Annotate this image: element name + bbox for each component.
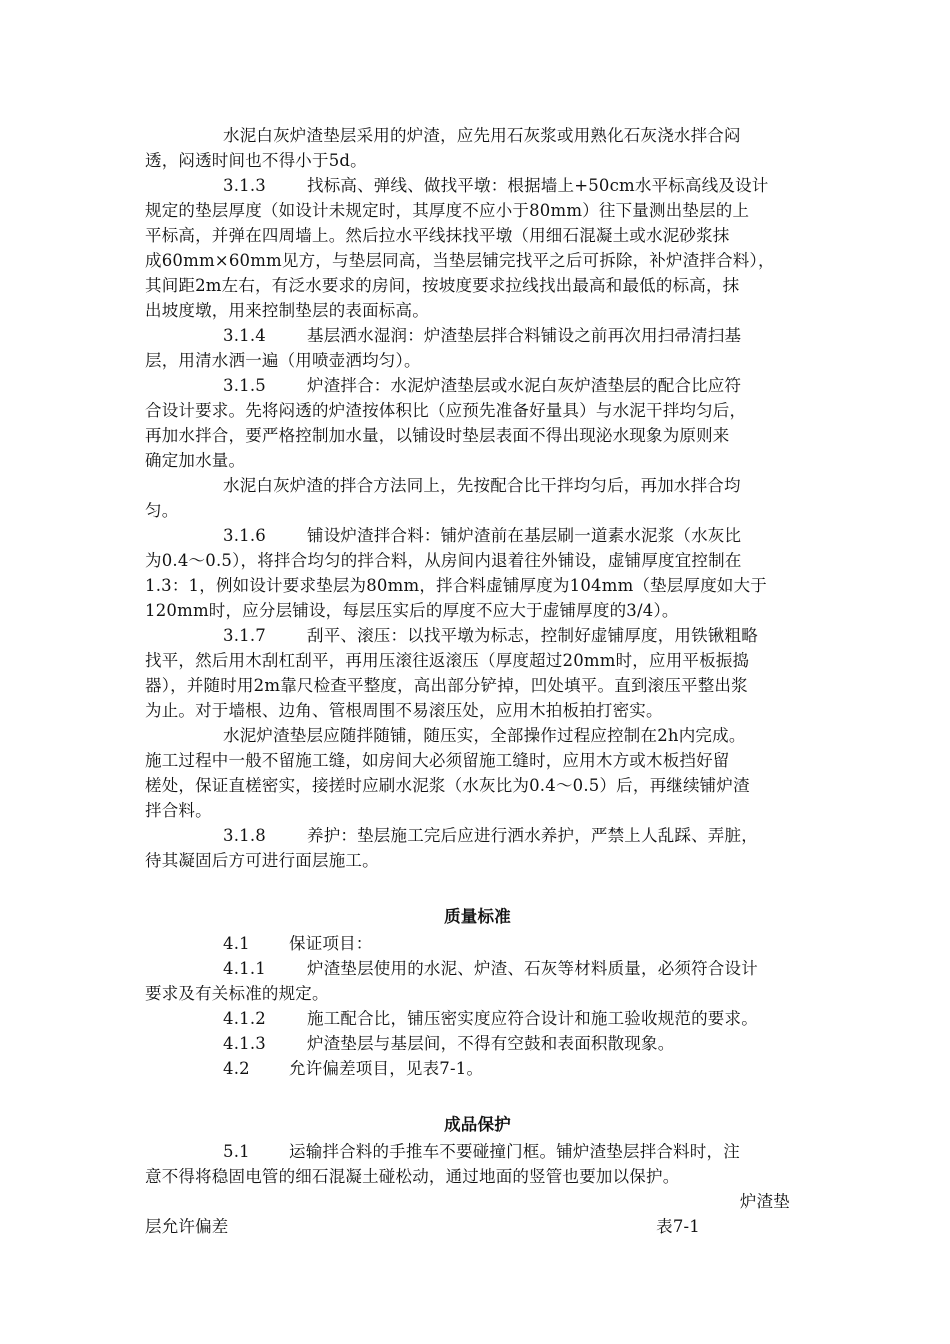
clause-4-1-3 [145,1031,810,1056]
paragraph-line: 炉渣拌合：水泥炉渣垫层或水泥白灰炉渣垫层的配合比应符 [307,376,742,395]
paragraph-line: 找平，然后用木刮杠刮平，再用压滚往返滚压（厚度超过20mm时，应用平板振捣 [145,651,750,670]
clause-4-1-1 [145,956,810,981]
table-number: 表7-1 [656,1217,700,1236]
clause-number: 3.1.8 [223,826,266,845]
paragraph-line: 成60mm×60mm见方，与垫层同高，当垫层铺完找平之后可拆除，补炉渣拌合料）， [145,251,775,270]
clause-5-1 [145,1139,810,1164]
paragraph-line: 待其凝固后方可进行面层施工。 [145,851,379,870]
paragraph-line: 刮平、滚压：以找平墩为标志，控制好虚铺厚度，用铁锹粗略 [307,626,758,645]
paragraph-line: 找标高、弹线、做找平墩：根据墙上+50cm水平标高线及设计 [307,176,769,195]
paragraph-line: 规定的垫层厚度（如设计未规定时，其厚度不应小于80mm）往下量测出垫层的上 [145,201,750,220]
paragraph-line: 炉渣垫层使用的水泥、炉渣、石灰等材料质量，必须符合设计 [307,959,758,978]
paragraph-line: 水泥白灰炉渣垫层采用的炉渣，应先用石灰浆或用熟化石灰浇水拌合闷 [223,126,741,145]
spacer [145,873,810,903]
paragraph-line: 平标高，并弹在四周墙上。然后拉水平线抹找平墩（用细石混凝土或水泥砂浆抹 [145,226,730,245]
paragraph-line: 要求及有关标准的规定。 [145,984,329,1003]
clause-3-1-8 [145,823,810,848]
table-caption-part1: 炉渣垫 [739,1192,790,1211]
paragraph-line: 匀。 [145,501,179,520]
clause-number: 4.1.3 [223,1034,266,1053]
clause-3-1-7 [145,623,810,648]
paragraph-line: 水泥炉渣垫层应随拌随铺，随压实，全部操作过程应控制在2h内完成。 [223,726,746,745]
table-caption-row [145,1214,810,1239]
clause-3-1-5 [145,373,810,398]
clause-number: 4.1.2 [223,1009,266,1028]
paragraph-line: 再加水拌合，要严格控制加水量，以铺设时垫层表面不得出现泌水现象为原则来 [145,426,730,445]
clause-number: 3.1.5 [223,376,266,395]
paragraph-line: 铺设炉渣拌合料：铺炉渣前在基层刷一道素水泥浆（水灰比 [307,526,742,545]
paragraph-line: 层，用清水洒一遍（用喷壶洒均匀）。 [145,351,421,370]
clause-number: 3.1.6 [223,526,266,545]
paragraph-line: 器），并随时用2m靠尺检查平整度，高出部分铲掉，凹处填平。直到滚压平整出浆 [145,676,748,695]
paragraph-line: 保证项目： [289,934,373,953]
paragraph-line: 意不得将稳固电管的细石混凝土碰松动，通过地面的竖管也要加以保护。 [145,1167,680,1186]
clause-number: 4.2 [223,1059,250,1078]
paragraph-line: 施工过程中一般不留施工缝，如房间大必须留施工缝时，应用木方或木板挡好留 [145,751,730,770]
paragraph-line: 养护：垫层施工完后应进行洒水养护，严禁上人乱踩、弄脏， [307,826,758,845]
paragraph-line: 1.3：1，例如设计要求垫层为80mm，拌合料虚铺厚度为104mm（垫层厚度如大于 [145,576,768,595]
paragraph-line: 为0.4～0.5），将拌合均匀的拌合料，从房间内退着往外铺设，虚铺厚度宜控制在 [145,551,742,570]
clause-3-1-6 [145,523,810,548]
paragraph-line: 允许偏差项目，见表7-1。 [289,1059,484,1078]
paragraph-line: 水泥白灰炉渣的拌合方法同上，先按配合比干拌均匀后，再加水拌合均 [223,476,741,495]
paragraph-line: 基层洒水湿润：炉渣垫层拌合料铺设之前再次用扫帚清扫基 [307,326,742,345]
document-body [145,123,810,1239]
paragraph-line: 出坡度墩，用来控制垫层的表面标高。 [145,301,429,320]
clause-number: 4.1 [223,934,250,953]
paragraph-line: 确定加水量。 [145,451,246,470]
paragraph-line: 透，闷透时间也不得小于5d。 [145,151,367,170]
paragraph-line: 拌合料。 [145,801,212,820]
paragraph-line: 120mm时，应分层铺设，每层压实后的厚度不应大于虚铺厚度的3/4）。 [145,601,679,620]
paragraph-line: 槎处，保证直槎密实，接搓时应刷水泥浆（水灰比为0.4～0.5）后，再继续铺炉渣 [145,776,750,795]
clause-number: 3.1.4 [223,326,266,345]
clause-number: 3.1.7 [223,626,266,645]
section-heading-protection: 成品保护 [444,1115,511,1134]
clause-4-1 [145,931,810,956]
clause-4-2 [145,1056,810,1081]
paragraph-line: 合设计要求。先将闷透的炉渣按体积比（应预先准备好量具）与水泥干拌均匀后， [145,401,747,420]
clause-3-1-4 [145,323,810,348]
paragraph-line: 炉渣垫层与基层间，不得有空鼓和表面积散现象。 [307,1034,675,1053]
section-heading-quality: 质量标准 [444,907,511,926]
spacer [145,1081,810,1111]
paragraph-line: 其间距2m左右，有泛水要求的房间，按坡度要求拉线找出最高和最低的标高，抹 [145,276,740,295]
clause-number: 5.1 [223,1142,250,1161]
clause-number: 4.1.1 [223,959,266,978]
paragraph-line: 运输拌合料的手推车不要碰撞门框。铺炉渣垫层拌合料时，注 [289,1142,740,1161]
clause-3-1-3 [145,173,810,198]
clause-number: 3.1.3 [223,176,266,195]
table-caption-part2: 层允许偏差 [145,1217,229,1236]
paragraph-line: 为止。对于墙根、边角、管根周围不易滚压处，应用木拍板拍打密实。 [145,701,663,720]
paragraph-line: 施工配合比，铺压密实度应符合设计和施工验收规范的要求。 [307,1009,758,1028]
clause-4-1-2 [145,1006,810,1031]
